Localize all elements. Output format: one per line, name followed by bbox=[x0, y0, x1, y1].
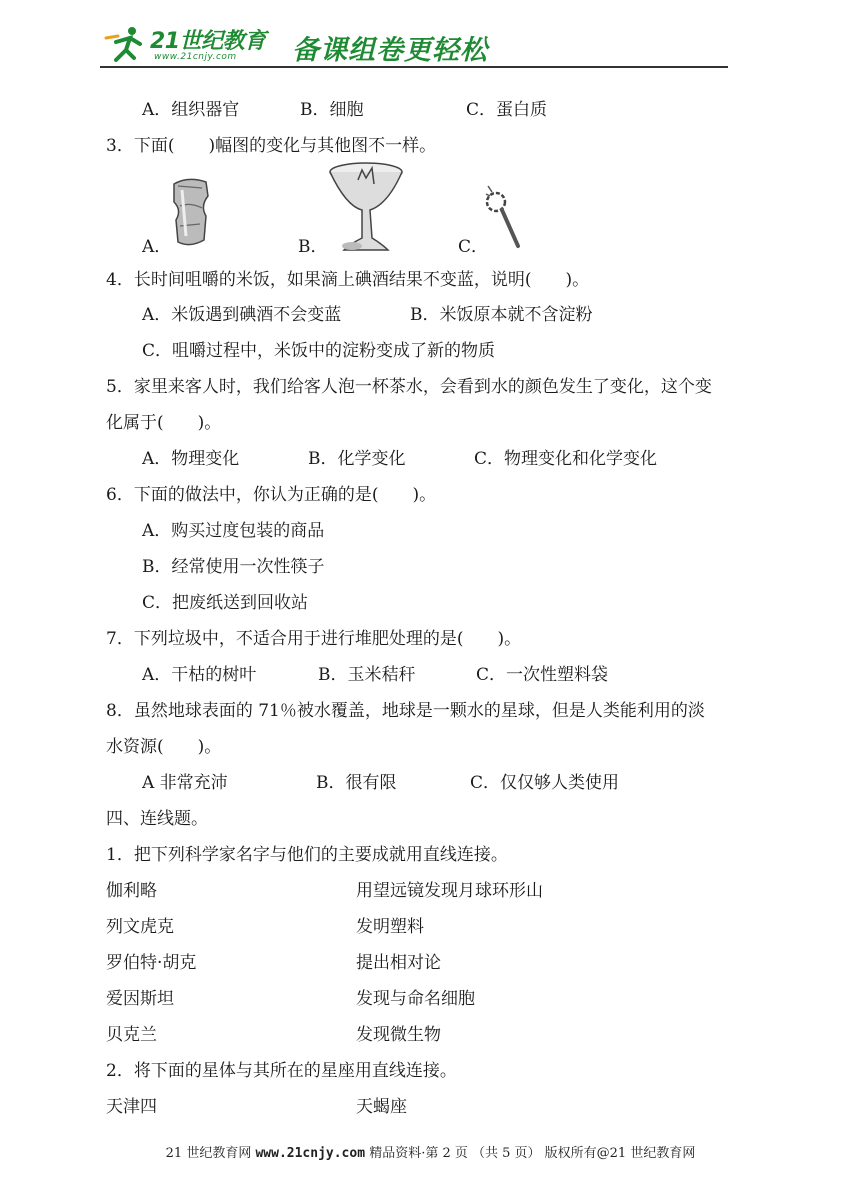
star-name: 天津四 bbox=[106, 1097, 157, 1117]
q5-option-a: A．物理变化 bbox=[142, 449, 240, 469]
q7-option-b: B．玉米秸秆 bbox=[318, 665, 416, 685]
runner-logo-icon bbox=[104, 24, 148, 68]
q2-option-c: C．蛋白质 bbox=[466, 100, 548, 120]
page-footer bbox=[0, 1142, 861, 1161]
q3-option-b: B． bbox=[298, 237, 328, 257]
q3-stem: 3．下面( )幅图的变化与其他图不一样。 bbox=[106, 136, 437, 156]
logo-url: www.21cnjy.com bbox=[154, 52, 237, 62]
q5-stem-line1: 5．家里来客人时，我们给客人泡一杯茶水，会看到水的颜色发生了变化，这个变 bbox=[106, 377, 712, 397]
q3-option-a: A． bbox=[142, 237, 172, 257]
q2-option-a: A．组织器官 bbox=[142, 100, 240, 120]
scientist-name: 列文虎克 bbox=[106, 917, 174, 937]
achievement-item: 用望远镜发现月球环形山 bbox=[356, 881, 543, 901]
section-4-title: 四、连线题。 bbox=[106, 809, 208, 829]
q5-option-b: B．化学变化 bbox=[308, 449, 406, 469]
constellation-name: 天蝎座 bbox=[356, 1097, 407, 1117]
q7-stem: 7．下列垃圾中，不适合用于进行堆肥处理的是( )。 bbox=[106, 629, 522, 649]
q8-stem-line1: 8．虽然地球表面的 71％被水覆盖，地球是一颗水的星球，但是人类能利用的淡 bbox=[106, 701, 705, 721]
scientist-name: 罗伯特·胡克 bbox=[106, 953, 197, 973]
burning-match-image bbox=[482, 182, 522, 254]
q2-option-b: B．细胞 bbox=[300, 100, 364, 120]
achievement-item: 提出相对论 bbox=[356, 953, 441, 973]
footer-site-name: 21 世纪教育网 bbox=[165, 1146, 252, 1161]
q7-option-c: C．一次性塑料袋 bbox=[476, 665, 609, 685]
q8-option-c: C．仅仅够人类使用 bbox=[470, 773, 620, 793]
footer-site-url[interactable]: www.21cnjy.com bbox=[255, 1146, 366, 1161]
scientist-name: 贝克兰 bbox=[106, 1025, 157, 1045]
melting-candle-image bbox=[326, 160, 406, 256]
q3-option-c: C． bbox=[458, 237, 489, 257]
header-divider bbox=[100, 66, 728, 68]
q4-option-a: A．米饭遇到碘酒不会变蓝 bbox=[142, 305, 342, 325]
footer-page-info: 精品资料·第 2 页 （共 5 页） 版权所有@21 世纪教育网 bbox=[369, 1146, 696, 1161]
q6-stem: 6．下面的做法中，你认为正确的是( )。 bbox=[106, 485, 437, 505]
q7-option-a: A．干枯的树叶 bbox=[142, 665, 257, 685]
q6-option-c: C．把废纸送到回收站 bbox=[142, 593, 309, 613]
q4-option-c: C．咀嚼过程中，米饭中的淀粉变成了新的物质 bbox=[142, 341, 496, 361]
achievement-item: 发现微生物 bbox=[356, 1025, 441, 1045]
scientist-name: 爱因斯坦 bbox=[106, 989, 174, 1009]
q6-option-b: B．经常使用一次性筷子 bbox=[142, 557, 325, 577]
crushed-can-image bbox=[168, 176, 214, 256]
achievement-item: 发现与命名细胞 bbox=[356, 989, 475, 1009]
matching-q1-stem: 1．把下列科学家名字与他们的主要成就用直线连接。 bbox=[106, 845, 508, 865]
header-slogan: 备课组卷更轻松 bbox=[292, 35, 488, 66]
achievement-item: 发明塑料 bbox=[356, 917, 424, 937]
q4-option-b: B．米饭原本就不含淀粉 bbox=[410, 305, 593, 325]
q6-option-a: A．购买过度包装的商品 bbox=[142, 521, 325, 541]
page-header bbox=[100, 22, 730, 72]
matching-q2-stem: 2．将下面的星体与其所在的星座用直线连接。 bbox=[106, 1061, 457, 1081]
q8-option-b: B．很有限 bbox=[316, 773, 397, 793]
q4-stem: 4．长时间咀嚼的米饭，如果滴上碘酒结果不变蓝，说明( )。 bbox=[106, 270, 590, 290]
scientist-name: 伽利略 bbox=[106, 881, 157, 901]
q5-stem-line2: 化属于( )。 bbox=[106, 413, 222, 433]
q8-option-a: A 非常充沛 bbox=[142, 773, 228, 793]
logo-text: 21世纪教育 bbox=[150, 29, 266, 54]
q8-stem-line2: 水资源( )。 bbox=[106, 737, 222, 757]
q5-option-c: C．物理变化和化学变化 bbox=[474, 449, 658, 469]
